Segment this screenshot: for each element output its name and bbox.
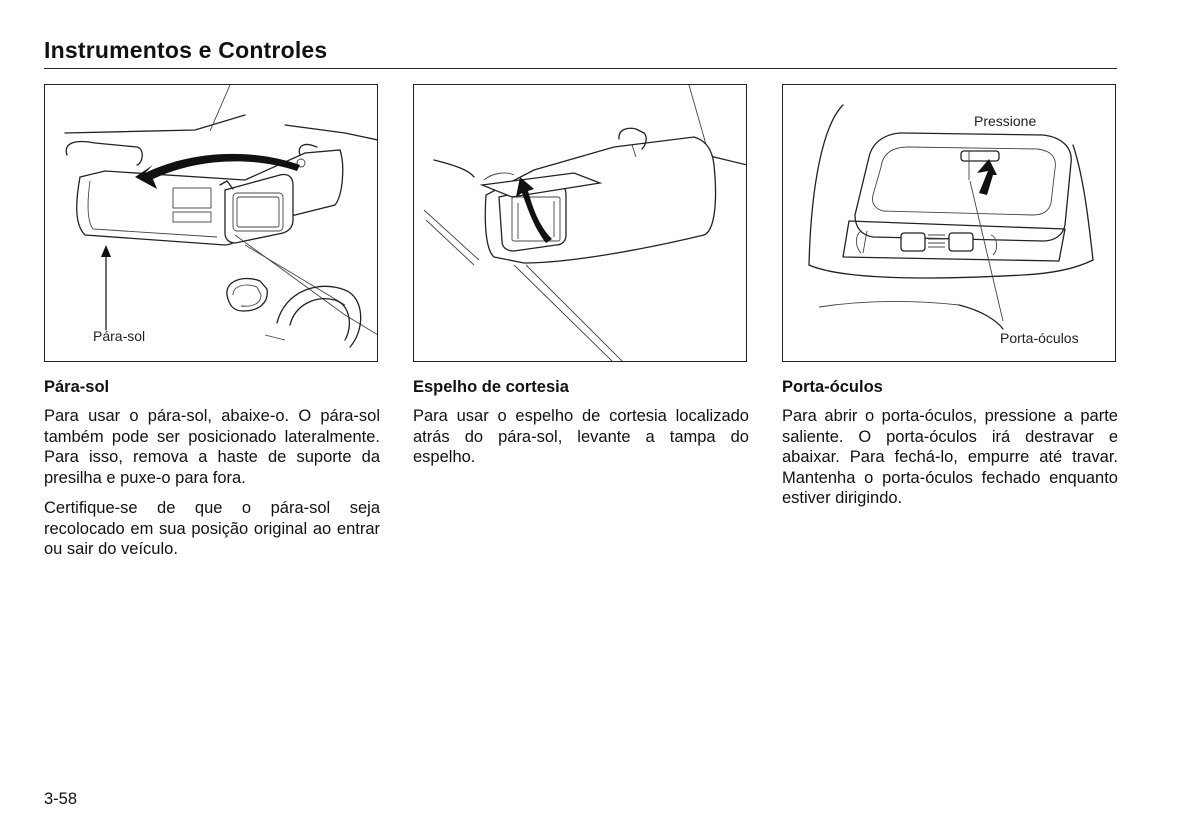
sunglasses-holder-illustration	[783, 85, 1116, 362]
figure-sunglasses-holder	[782, 84, 1116, 362]
page-title: Instrumentos e Controles	[44, 37, 328, 63]
sun-visor-label: Pára-sol	[93, 328, 146, 344]
header-divider	[44, 68, 1117, 69]
vanity-mirror-illustration	[414, 85, 747, 362]
section-sunglasses-holder	[782, 378, 1118, 519]
section-title: Pára-sol	[44, 378, 110, 396]
section-sun-visor	[44, 378, 380, 570]
figure-vanity-mirror	[413, 84, 747, 362]
sunglasses-holder-label: Porta-óculos	[1000, 330, 1079, 346]
section-title: Espelho de cortesia	[413, 378, 569, 396]
sun-visor-illustration	[45, 85, 378, 362]
paragraph: Para usar o pára-sol, abaixe-o. O pára-sol também pode ser posicionado lateralmente. Para isso, remova a haste de suporte da presilha e puxe-o para fora.	[44, 407, 380, 487]
paragraph: Certifique-se de que o pára-sol seja recolocado em sua posição original ao entrar ou sair do veículo.	[44, 499, 380, 558]
section-vanity-mirror	[413, 378, 749, 478]
section-title: Porta-óculos	[782, 378, 883, 396]
press-label: Pressione	[974, 113, 1037, 129]
paragraph: Para usar o espelho de cortesia localizado atrás do pára-sol, levante a tampa do espelho.	[413, 407, 749, 466]
figure-sun-visor	[44, 84, 378, 362]
paragraph: Para abrir o porta-óculos, pressione a parte saliente. O porta-óculos irá destravar e abaixar. Para fechá-lo, empurre até travar. Mantenha o porta-óculos fechado enquanto estiver dirigindo.	[782, 407, 1118, 507]
page-number: 3-58	[44, 790, 78, 808]
